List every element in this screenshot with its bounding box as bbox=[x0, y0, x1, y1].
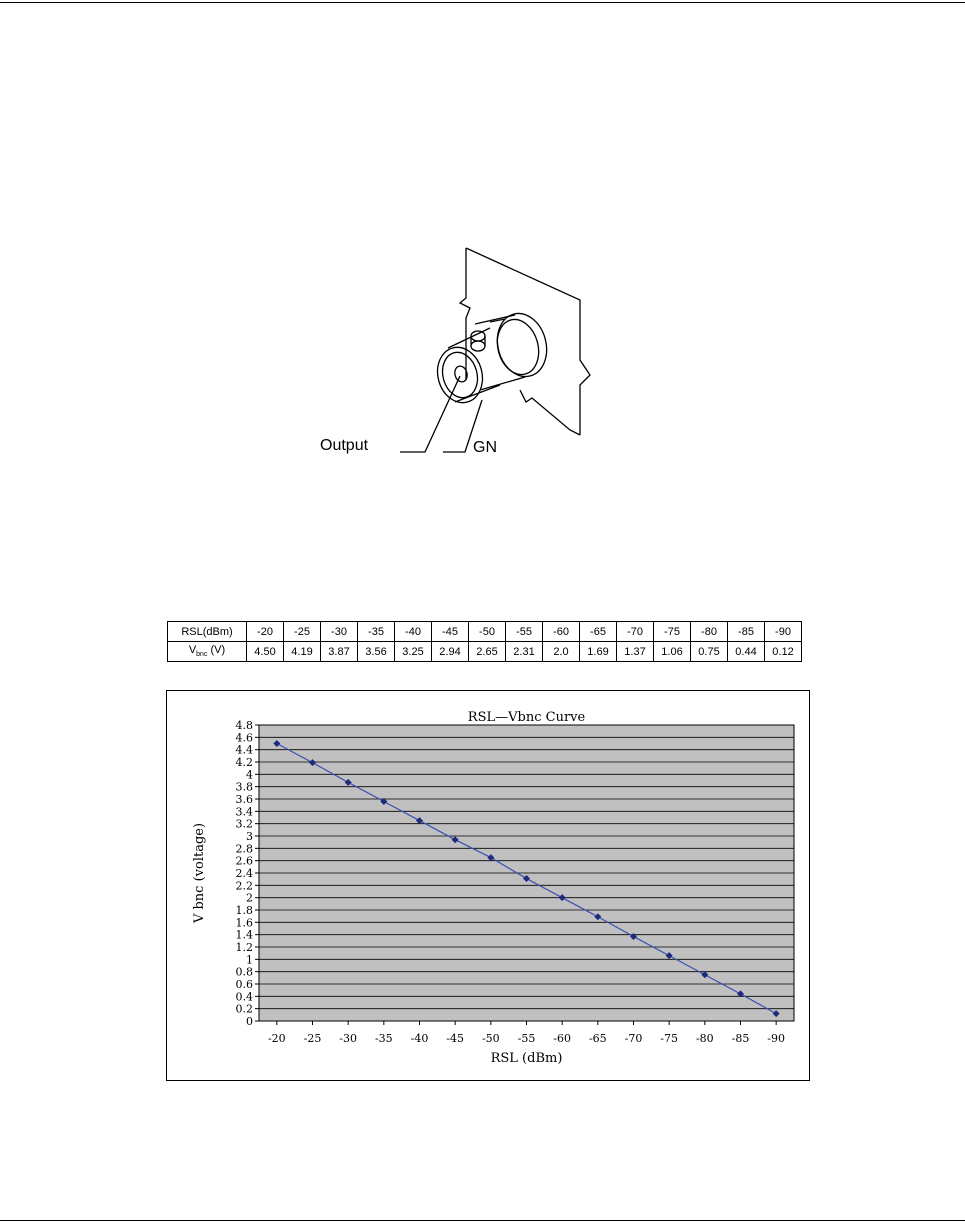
output-label: Output bbox=[320, 437, 369, 454]
table-cell-rsl: -35 bbox=[358, 622, 395, 642]
bnc-connector-drawing bbox=[300, 240, 600, 470]
y-tick-label: 2.8 bbox=[235, 842, 253, 856]
top-rule bbox=[0, 2, 965, 3]
table-cell-vbnc: 2.94 bbox=[432, 642, 469, 662]
table-cell-vbnc: 0.44 bbox=[728, 642, 765, 662]
table-cell-vbnc: 2.0 bbox=[543, 642, 580, 662]
table-cell-rsl: -70 bbox=[617, 622, 654, 642]
y-tick-label: 3 bbox=[246, 830, 253, 843]
y-tick-label: 3.4 bbox=[235, 805, 253, 819]
y-tick-label: 1 bbox=[246, 953, 253, 967]
table-cell-vbnc: 3.87 bbox=[321, 642, 358, 662]
vbnc-unit: (V) bbox=[207, 644, 226, 657]
table-cell-vbnc: 0.75 bbox=[691, 642, 728, 662]
x-tick-label: -65 bbox=[588, 1032, 607, 1045]
table-header-rsl: RSL(dBm) bbox=[168, 622, 247, 642]
table-cell-rsl: -30 bbox=[321, 622, 358, 642]
table-row-rsl bbox=[168, 622, 802, 642]
x-tick-label: -35 bbox=[374, 1032, 393, 1045]
y-tick-label: 2.6 bbox=[235, 854, 253, 868]
bnc-connector-figure bbox=[300, 240, 600, 470]
x-axis-label: RSL (dBm) bbox=[490, 1051, 563, 1066]
bottom-rule bbox=[0, 1220, 965, 1221]
y-tick-label: 2.2 bbox=[235, 879, 253, 893]
x-tick-label: -20 bbox=[267, 1032, 286, 1045]
table-cell-vbnc: 2.31 bbox=[506, 642, 543, 662]
table-cell-vbnc: 3.56 bbox=[358, 642, 395, 662]
table-cell-rsl: -80 bbox=[691, 622, 728, 642]
y-tick-label: 2 bbox=[246, 891, 253, 905]
chart-title: RSL—Vbnc Curve bbox=[467, 710, 586, 725]
table-cell-rsl: -45 bbox=[432, 622, 469, 642]
y-tick-label: 0 bbox=[246, 1015, 253, 1028]
y-tick-label: 4.4 bbox=[235, 743, 253, 757]
y-tick-label: 1.8 bbox=[235, 904, 253, 917]
table-cell-vbnc: 1.06 bbox=[654, 642, 691, 662]
vbnc-symbol: V bbox=[188, 644, 197, 657]
table-cell-rsl: -40 bbox=[395, 622, 432, 642]
y-tick-label: 0.2 bbox=[235, 1002, 253, 1016]
y-tick-label: 3.8 bbox=[235, 780, 253, 794]
chart-canvas bbox=[167, 691, 809, 1080]
y-tick-label: 1.2 bbox=[235, 941, 253, 954]
y-tick-label: 4.2 bbox=[235, 756, 253, 769]
y-tick-label: 3.2 bbox=[235, 817, 253, 831]
x-tick-label: -70 bbox=[624, 1032, 643, 1045]
vbnc-subscript: bnc bbox=[196, 651, 208, 659]
y-axis-label: V bnc (voltage) bbox=[192, 822, 207, 924]
table-cell-rsl: -25 bbox=[284, 622, 321, 642]
table-cell-rsl: -55 bbox=[506, 622, 543, 642]
table-cell-vbnc: 1.37 bbox=[617, 642, 654, 662]
y-tick-label: 3.6 bbox=[235, 793, 253, 806]
table-cell-vbnc: 4.50 bbox=[247, 642, 284, 662]
table-cell-rsl: -90 bbox=[765, 622, 802, 642]
table-cell-rsl: -75 bbox=[654, 622, 691, 642]
y-tick-label: 1.4 bbox=[235, 928, 253, 942]
table-cell-vbnc: 2.65 bbox=[469, 642, 506, 662]
x-tick-label: -40 bbox=[410, 1032, 429, 1045]
table-cell-rsl: -65 bbox=[580, 622, 617, 642]
x-tick-label: -45 bbox=[446, 1032, 465, 1045]
x-tick-label: -25 bbox=[303, 1032, 322, 1045]
table-row-vbnc bbox=[168, 642, 802, 662]
x-tick-label: -60 bbox=[553, 1032, 572, 1045]
table-cell-rsl: -85 bbox=[728, 622, 765, 642]
table-cell-vbnc: 1.69 bbox=[580, 642, 617, 662]
table-cell-vbnc: 3.25 bbox=[395, 642, 432, 662]
y-tick-label: 0.8 bbox=[235, 965, 253, 979]
y-tick-label: 4.8 bbox=[235, 719, 253, 732]
table-cell-rsl: -20 bbox=[247, 622, 284, 642]
x-tick-label: -90 bbox=[767, 1032, 786, 1045]
table-cell-rsl: -60 bbox=[543, 622, 580, 642]
x-tick-label: -75 bbox=[660, 1032, 679, 1045]
x-tick-label: -55 bbox=[517, 1032, 536, 1045]
table-header-vbnc bbox=[168, 642, 247, 662]
y-tick-label: 0.6 bbox=[235, 978, 253, 991]
x-tick-label: -50 bbox=[481, 1032, 500, 1045]
table-cell-rsl: -50 bbox=[469, 622, 506, 642]
ground-label: GN bbox=[473, 439, 497, 456]
table-cell-vbnc: 4.19 bbox=[284, 642, 321, 662]
rsl-vbnc-table bbox=[167, 621, 802, 662]
y-tick-label: 0.4 bbox=[235, 990, 253, 1004]
x-tick-label: -30 bbox=[339, 1032, 358, 1045]
y-tick-label: 2.4 bbox=[235, 867, 253, 880]
x-tick-label: -85 bbox=[731, 1032, 750, 1045]
x-tick-label: -80 bbox=[695, 1032, 714, 1045]
table-cell-vbnc: 0.12 bbox=[765, 642, 802, 662]
y-tick-label: 1.6 bbox=[235, 916, 253, 930]
rsl-vbnc-chart bbox=[166, 690, 810, 1081]
y-tick-label: 4 bbox=[246, 768, 253, 782]
y-tick-label: 4.6 bbox=[235, 731, 253, 745]
